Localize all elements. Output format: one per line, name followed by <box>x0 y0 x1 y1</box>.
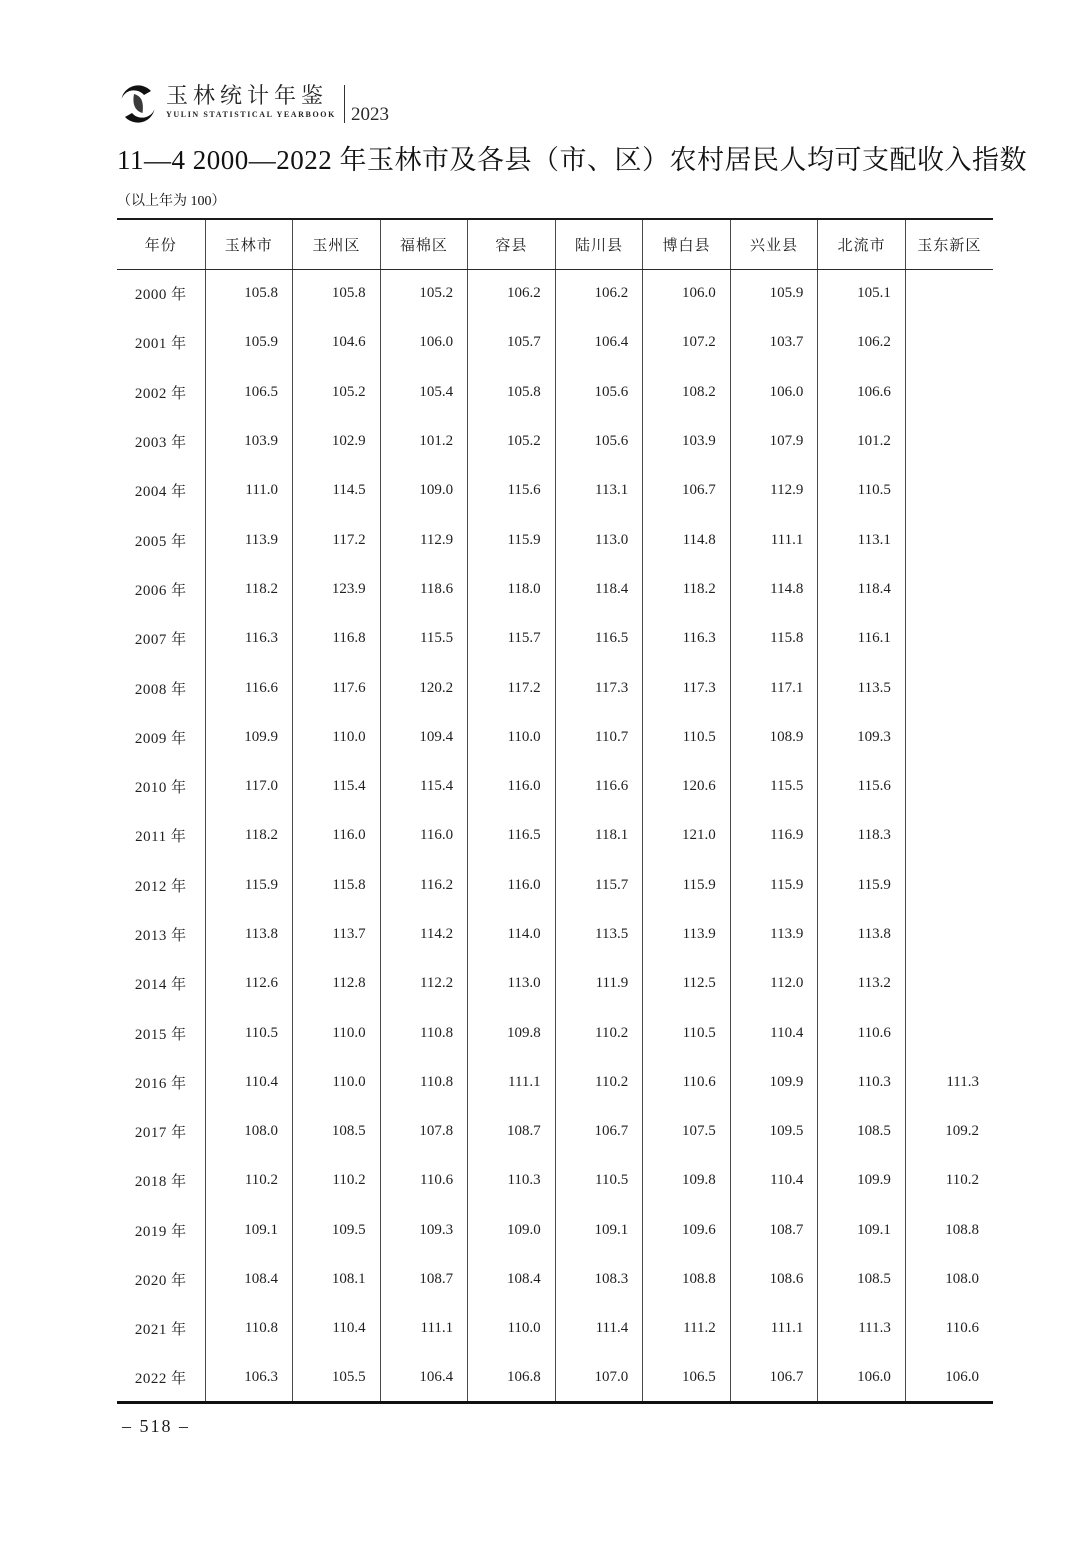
value-cell: 107.5 <box>643 1107 731 1156</box>
year-cell: 2016 年 <box>134 1075 187 1092</box>
value-cell: 106.0 <box>380 318 468 367</box>
value-cell: 109.3 <box>380 1206 468 1255</box>
table-row <box>117 565 993 614</box>
value-cell: 110.8 <box>380 1058 468 1107</box>
value-cell: 110.5 <box>205 1008 293 1057</box>
value-cell: 105.5 <box>293 1354 381 1403</box>
value-cell: 105.4 <box>380 368 468 417</box>
value-cell: 113.1 <box>818 515 906 564</box>
year-cell: 2018 年 <box>134 1174 187 1191</box>
value-cell: 108.1 <box>293 1255 381 1304</box>
value-cell: 110.6 <box>818 1008 906 1057</box>
table-row <box>117 318 993 367</box>
value-cell: 110.2 <box>555 1008 643 1057</box>
table-row <box>117 713 993 762</box>
value-cell: 108.5 <box>818 1255 906 1304</box>
value-cell: 120.2 <box>380 663 468 712</box>
value-cell: 105.9 <box>730 269 818 318</box>
value-cell: 103.9 <box>643 417 731 466</box>
value-cell: 103.9 <box>205 417 293 466</box>
table-row <box>117 959 993 1008</box>
value-cell: 109.3 <box>818 713 906 762</box>
value-cell: 117.3 <box>555 663 643 712</box>
value-cell: 106.2 <box>555 269 643 318</box>
year-cell: 2008 年 <box>134 681 187 698</box>
value-cell: 109.4 <box>380 713 468 762</box>
table-body <box>117 269 993 1403</box>
value-cell: 109.6 <box>643 1206 731 1255</box>
value-cell: 111.1 <box>730 1304 818 1353</box>
value-cell: 105.8 <box>468 368 556 417</box>
column-header: 玉东新区 <box>905 219 993 269</box>
value-cell: 113.5 <box>818 663 906 712</box>
year-cell: 2001 年 <box>134 336 187 353</box>
value-cell: 106.7 <box>555 1107 643 1156</box>
value-cell: 109.5 <box>730 1107 818 1156</box>
value-cell: 115.6 <box>818 762 906 811</box>
value-cell: 116.6 <box>555 762 643 811</box>
table-row <box>117 1255 993 1304</box>
value-cell: 108.0 <box>205 1107 293 1156</box>
year-cell: 2006 年 <box>134 582 187 599</box>
value-cell <box>905 417 993 466</box>
value-cell <box>905 663 993 712</box>
brand-name-chinese: 玉林统计年鉴 <box>166 83 329 108</box>
table-row <box>117 811 993 860</box>
value-cell: 107.2 <box>643 318 731 367</box>
value-cell: 106.0 <box>730 368 818 417</box>
value-cell: 108.4 <box>468 1255 556 1304</box>
value-cell: 106.4 <box>380 1354 468 1403</box>
brand-name-english: YULIN STATISTICAL YEARBOOK <box>166 110 336 119</box>
value-cell <box>905 318 993 367</box>
value-cell: 110.0 <box>293 1008 381 1057</box>
value-cell: 114.2 <box>380 910 468 959</box>
year-cell: 2005 年 <box>134 533 187 550</box>
value-cell: 107.0 <box>555 1354 643 1403</box>
value-cell: 106.3 <box>205 1354 293 1403</box>
value-cell: 115.9 <box>818 861 906 910</box>
value-cell: 110.0 <box>293 1058 381 1107</box>
value-cell: 117.0 <box>205 762 293 811</box>
table-row <box>117 515 993 564</box>
value-cell: 113.9 <box>205 515 293 564</box>
value-cell: 108.7 <box>468 1107 556 1156</box>
value-cell: 110.3 <box>468 1156 556 1205</box>
column-header: 玉州区 <box>293 219 381 269</box>
value-cell: 117.2 <box>468 663 556 712</box>
table-subtitle: （以上年为 100） <box>117 194 226 209</box>
value-cell <box>905 910 993 959</box>
year-cell: 2021 年 <box>134 1322 187 1339</box>
value-cell: 107.9 <box>730 417 818 466</box>
value-cell: 118.1 <box>555 811 643 860</box>
value-cell: 112.8 <box>293 959 381 1008</box>
value-cell <box>905 713 993 762</box>
value-cell: 113.8 <box>818 910 906 959</box>
value-cell: 109.5 <box>293 1206 381 1255</box>
value-cell: 112.5 <box>643 959 731 1008</box>
value-cell: 118.0 <box>468 565 556 614</box>
value-cell: 110.3 <box>818 1058 906 1107</box>
year-cell: 2014 年 <box>134 977 187 994</box>
year-cell: 2003 年 <box>134 435 187 452</box>
value-cell: 110.2 <box>293 1156 381 1205</box>
column-header: 博白县 <box>643 219 731 269</box>
value-cell: 115.7 <box>468 614 556 663</box>
value-cell: 115.7 <box>555 861 643 910</box>
value-cell: 114.8 <box>643 515 731 564</box>
value-cell: 116.8 <box>293 614 381 663</box>
year-cell: 2002 年 <box>134 385 187 402</box>
value-cell: 113.0 <box>468 959 556 1008</box>
value-cell: 118.3 <box>818 811 906 860</box>
year-cell: 2007 年 <box>134 632 187 649</box>
value-cell: 107.8 <box>380 1107 468 1156</box>
value-cell: 110.4 <box>293 1304 381 1353</box>
value-cell: 116.2 <box>380 861 468 910</box>
value-cell: 108.7 <box>730 1206 818 1255</box>
value-cell: 106.7 <box>643 466 731 515</box>
table-row <box>117 1107 993 1156</box>
value-cell: 115.9 <box>205 861 293 910</box>
value-cell: 109.9 <box>818 1156 906 1205</box>
value-cell: 113.9 <box>643 910 731 959</box>
year-cell: 2020 年 <box>134 1273 187 1290</box>
year-cell: 2022 年 <box>134 1370 187 1387</box>
page-number: – 518 – <box>122 1416 190 1436</box>
value-cell <box>905 368 993 417</box>
value-cell: 113.7 <box>293 910 381 959</box>
value-cell: 109.8 <box>468 1008 556 1057</box>
value-cell: 110.7 <box>555 713 643 762</box>
value-cell: 106.5 <box>205 368 293 417</box>
value-cell: 112.2 <box>380 959 468 1008</box>
value-cell: 112.6 <box>205 959 293 1008</box>
value-cell <box>905 762 993 811</box>
value-cell: 110.5 <box>643 1008 731 1057</box>
value-cell: 108.2 <box>643 368 731 417</box>
value-cell: 108.7 <box>380 1255 468 1304</box>
value-cell: 110.8 <box>205 1304 293 1353</box>
year-cell: 2011 年 <box>135 829 187 846</box>
value-cell: 108.5 <box>818 1107 906 1156</box>
value-cell: 110.2 <box>905 1156 993 1205</box>
table-row <box>117 762 993 811</box>
value-cell: 114.8 <box>730 565 818 614</box>
table-row <box>117 663 993 712</box>
value-cell: 106.8 <box>468 1354 556 1403</box>
year-cell: 2013 年 <box>134 928 187 944</box>
value-cell: 105.6 <box>555 417 643 466</box>
value-cell: 120.6 <box>643 762 731 811</box>
value-cell: 110.2 <box>555 1058 643 1107</box>
value-cell: 105.1 <box>818 269 906 318</box>
value-cell: 111.9 <box>555 959 643 1008</box>
column-header: 玉林市 <box>205 219 293 269</box>
value-cell: 105.9 <box>205 318 293 367</box>
value-cell: 111.2 <box>643 1304 731 1353</box>
value-cell: 105.2 <box>293 368 381 417</box>
value-cell: 116.0 <box>468 861 556 910</box>
brand-divider <box>344 85 345 123</box>
value-cell: 113.9 <box>730 910 818 959</box>
table-row <box>117 1354 993 1403</box>
value-cell: 108.8 <box>905 1206 993 1255</box>
value-cell: 114.5 <box>293 466 381 515</box>
table-row <box>117 368 993 417</box>
table-row <box>117 1008 993 1057</box>
value-cell <box>905 515 993 564</box>
value-cell: 108.3 <box>555 1255 643 1304</box>
value-cell: 116.3 <box>205 614 293 663</box>
value-cell: 106.0 <box>643 269 731 318</box>
value-cell: 109.2 <box>905 1107 993 1156</box>
value-cell: 109.9 <box>730 1058 818 1107</box>
value-cell: 109.1 <box>205 1206 293 1255</box>
brand-text <box>166 84 336 119</box>
value-cell: 118.2 <box>205 811 293 860</box>
value-cell: 108.4 <box>205 1255 293 1304</box>
table-row <box>117 269 993 318</box>
value-cell <box>905 565 993 614</box>
value-cell: 109.1 <box>818 1206 906 1255</box>
table-row <box>117 861 993 910</box>
column-header: 陆川县 <box>555 219 643 269</box>
value-cell: 111.4 <box>555 1304 643 1353</box>
value-cell: 105.2 <box>468 417 556 466</box>
value-cell: 110.6 <box>905 1304 993 1353</box>
value-cell: 108.8 <box>643 1255 731 1304</box>
value-cell: 109.1 <box>555 1206 643 1255</box>
value-cell: 102.9 <box>293 417 381 466</box>
value-cell: 112.9 <box>730 466 818 515</box>
value-cell: 110.6 <box>380 1156 468 1205</box>
table-row <box>117 1058 993 1107</box>
page-title: 11—4 2000—2022 年玉林市及各县（市、区）农村居民人均可支配收入指数 <box>117 145 1027 175</box>
value-cell: 115.5 <box>380 614 468 663</box>
value-cell: 123.9 <box>293 565 381 614</box>
value-cell: 115.4 <box>293 762 381 811</box>
value-cell: 111.0 <box>205 466 293 515</box>
value-cell: 105.6 <box>555 368 643 417</box>
year-cell: 2004 年 <box>134 484 187 501</box>
value-cell: 106.6 <box>818 368 906 417</box>
brand-header <box>117 84 389 124</box>
value-cell: 106.0 <box>905 1354 993 1403</box>
value-cell: 121.0 <box>643 811 731 860</box>
value-cell: 109.0 <box>468 1206 556 1255</box>
value-cell: 117.6 <box>293 663 381 712</box>
value-cell: 115.9 <box>468 515 556 564</box>
value-cell: 116.0 <box>380 811 468 860</box>
value-cell: 113.0 <box>555 515 643 564</box>
column-header: 福棉区 <box>380 219 468 269</box>
value-cell: 106.2 <box>818 318 906 367</box>
income-index-table <box>117 218 993 1404</box>
value-cell: 117.1 <box>730 663 818 712</box>
table-row <box>117 466 993 515</box>
value-cell: 106.0 <box>818 1354 906 1403</box>
value-cell: 108.6 <box>730 1255 818 1304</box>
value-cell: 106.2 <box>468 269 556 318</box>
value-cell: 105.2 <box>380 269 468 318</box>
year-cell: 2012 年 <box>134 878 187 895</box>
value-cell: 116.5 <box>555 614 643 663</box>
value-cell: 115.6 <box>468 466 556 515</box>
value-cell: 117.3 <box>643 663 731 712</box>
value-cell: 116.6 <box>205 663 293 712</box>
value-cell: 109.9 <box>205 713 293 762</box>
value-cell: 118.2 <box>205 565 293 614</box>
column-header: 年份 <box>117 219 205 269</box>
value-cell: 116.0 <box>468 762 556 811</box>
value-cell: 116.1 <box>818 614 906 663</box>
table-row <box>117 614 993 663</box>
column-header: 兴业县 <box>730 219 818 269</box>
value-cell: 118.6 <box>380 565 468 614</box>
year-cell: 2017 年 <box>134 1125 187 1142</box>
value-cell: 111.3 <box>818 1304 906 1353</box>
table-row <box>117 1206 993 1255</box>
table-row <box>117 417 993 466</box>
yearbook-logo-icon <box>117 84 159 124</box>
value-cell: 101.2 <box>380 417 468 466</box>
value-cell <box>905 269 993 318</box>
value-cell: 118.4 <box>555 565 643 614</box>
value-cell: 116.3 <box>643 614 731 663</box>
year-cell: 2000 年 <box>134 287 187 304</box>
value-cell: 104.6 <box>293 318 381 367</box>
value-cell: 108.9 <box>730 713 818 762</box>
value-cell: 113.1 <box>555 466 643 515</box>
value-cell: 112.9 <box>380 515 468 564</box>
value-cell: 110.0 <box>293 713 381 762</box>
value-cell: 110.0 <box>468 713 556 762</box>
value-cell: 113.8 <box>205 910 293 959</box>
value-cell: 113.2 <box>818 959 906 1008</box>
value-cell <box>905 861 993 910</box>
value-cell: 110.5 <box>818 466 906 515</box>
value-cell: 110.2 <box>205 1156 293 1205</box>
value-cell: 116.9 <box>730 811 818 860</box>
year-cell: 2015 年 <box>134 1026 187 1043</box>
value-cell: 105.7 <box>468 318 556 367</box>
year-cell: 2009 年 <box>134 730 187 747</box>
value-cell: 105.8 <box>205 269 293 318</box>
value-cell: 113.5 <box>555 910 643 959</box>
value-cell: 106.5 <box>643 1354 731 1403</box>
value-cell: 108.0 <box>905 1255 993 1304</box>
value-cell: 103.7 <box>730 318 818 367</box>
table-row <box>117 910 993 959</box>
value-cell: 115.5 <box>730 762 818 811</box>
value-cell: 118.2 <box>643 565 731 614</box>
value-cell: 111.1 <box>468 1058 556 1107</box>
value-cell: 110.6 <box>643 1058 731 1107</box>
value-cell <box>905 1008 993 1057</box>
value-cell: 110.4 <box>730 1008 818 1057</box>
value-cell <box>905 959 993 1008</box>
column-header: 北流市 <box>818 219 906 269</box>
value-cell: 115.8 <box>293 861 381 910</box>
value-cell: 110.4 <box>205 1058 293 1107</box>
value-cell <box>905 614 993 663</box>
year-cell: 2010 年 <box>134 780 187 797</box>
year-cell: 2019 年 <box>134 1223 187 1240</box>
value-cell: 116.5 <box>468 811 556 860</box>
value-cell: 117.2 <box>293 515 381 564</box>
value-cell: 101.2 <box>818 417 906 466</box>
value-cell: 110.8 <box>380 1008 468 1057</box>
value-cell: 105.8 <box>293 269 381 318</box>
value-cell: 114.0 <box>468 910 556 959</box>
value-cell: 106.4 <box>555 318 643 367</box>
value-cell: 106.7 <box>730 1354 818 1403</box>
value-cell: 116.0 <box>293 811 381 860</box>
edition-year: 2023 <box>350 104 389 125</box>
value-cell: 115.9 <box>643 861 731 910</box>
value-cell: 110.5 <box>643 713 731 762</box>
value-cell: 108.5 <box>293 1107 381 1156</box>
value-cell: 109.8 <box>643 1156 731 1205</box>
value-cell: 110.4 <box>730 1156 818 1205</box>
value-cell: 115.8 <box>730 614 818 663</box>
value-cell: 110.5 <box>555 1156 643 1205</box>
table-row <box>117 1156 993 1205</box>
value-cell: 111.3 <box>905 1058 993 1107</box>
value-cell <box>905 466 993 515</box>
value-cell: 111.1 <box>730 515 818 564</box>
value-cell: 112.0 <box>730 959 818 1008</box>
value-cell: 115.4 <box>380 762 468 811</box>
table-row <box>117 1304 993 1353</box>
value-cell: 118.4 <box>818 565 906 614</box>
column-header: 容县 <box>468 219 556 269</box>
value-cell: 110.0 <box>468 1304 556 1353</box>
value-cell <box>905 811 993 860</box>
value-cell: 115.9 <box>730 861 818 910</box>
value-cell: 111.1 <box>380 1304 468 1353</box>
value-cell: 109.0 <box>380 466 468 515</box>
table-header-row <box>117 219 993 269</box>
